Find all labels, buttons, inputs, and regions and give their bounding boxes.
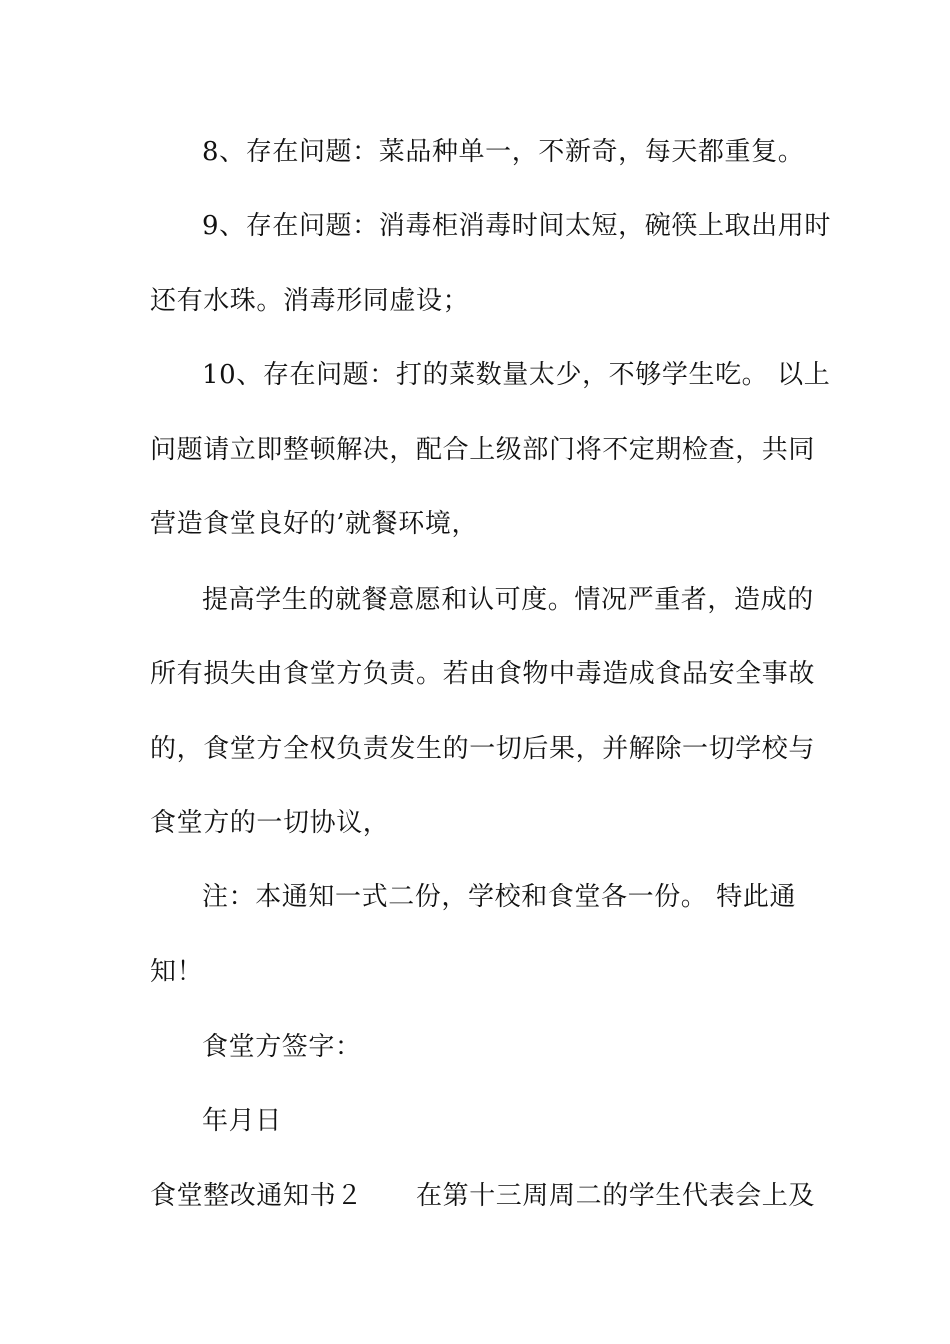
signature-label: 食堂方签字： <box>202 1032 362 1062</box>
paragraph-line-3: 还有水珠。消毒形同虚设； <box>150 286 470 316</box>
paragraph-line-10: 食堂方的一切协议， <box>150 808 390 838</box>
paragraph-line-1: 8、存在问题：菜品种单一，不新奇，每天都重复。 <box>202 137 805 167</box>
paragraph-line-12: 知！ <box>150 957 204 987</box>
paragraph-line-5: 问题请立即整顿解决，配合上级部门将不定期检查，共同 <box>150 435 816 465</box>
section-heading-line: 食堂整改通知书２ 在第十三周周二的学生代表会上及 <box>150 1181 816 1211</box>
paragraph-line-11: 注：本通知一式二份，学校和食堂各一份。 特此通 <box>202 882 797 912</box>
paragraph-line-9: 的，食堂方全权负责发生的一切后果，并解除一切学校与 <box>150 734 816 764</box>
paragraph-line-4: 10、存在问题：打的菜数量太少，不够学生吃。 以上 <box>202 360 831 390</box>
paragraph-line-2: 9、存在问题：消毒柜消毒时间太短，碗筷上取出用时 <box>202 211 831 241</box>
date-label: 年月日 <box>202 1106 282 1136</box>
paragraph-line-7: 提高学生的就餐意愿和认可度。情况严重者，造成的 <box>202 585 814 615</box>
paragraph-line-6: 营造食堂良好的’就餐环境， <box>150 509 479 539</box>
paragraph-line-8: 所有损失由食堂方负责。若由食物中毒造成食品安全事故 <box>150 659 816 689</box>
